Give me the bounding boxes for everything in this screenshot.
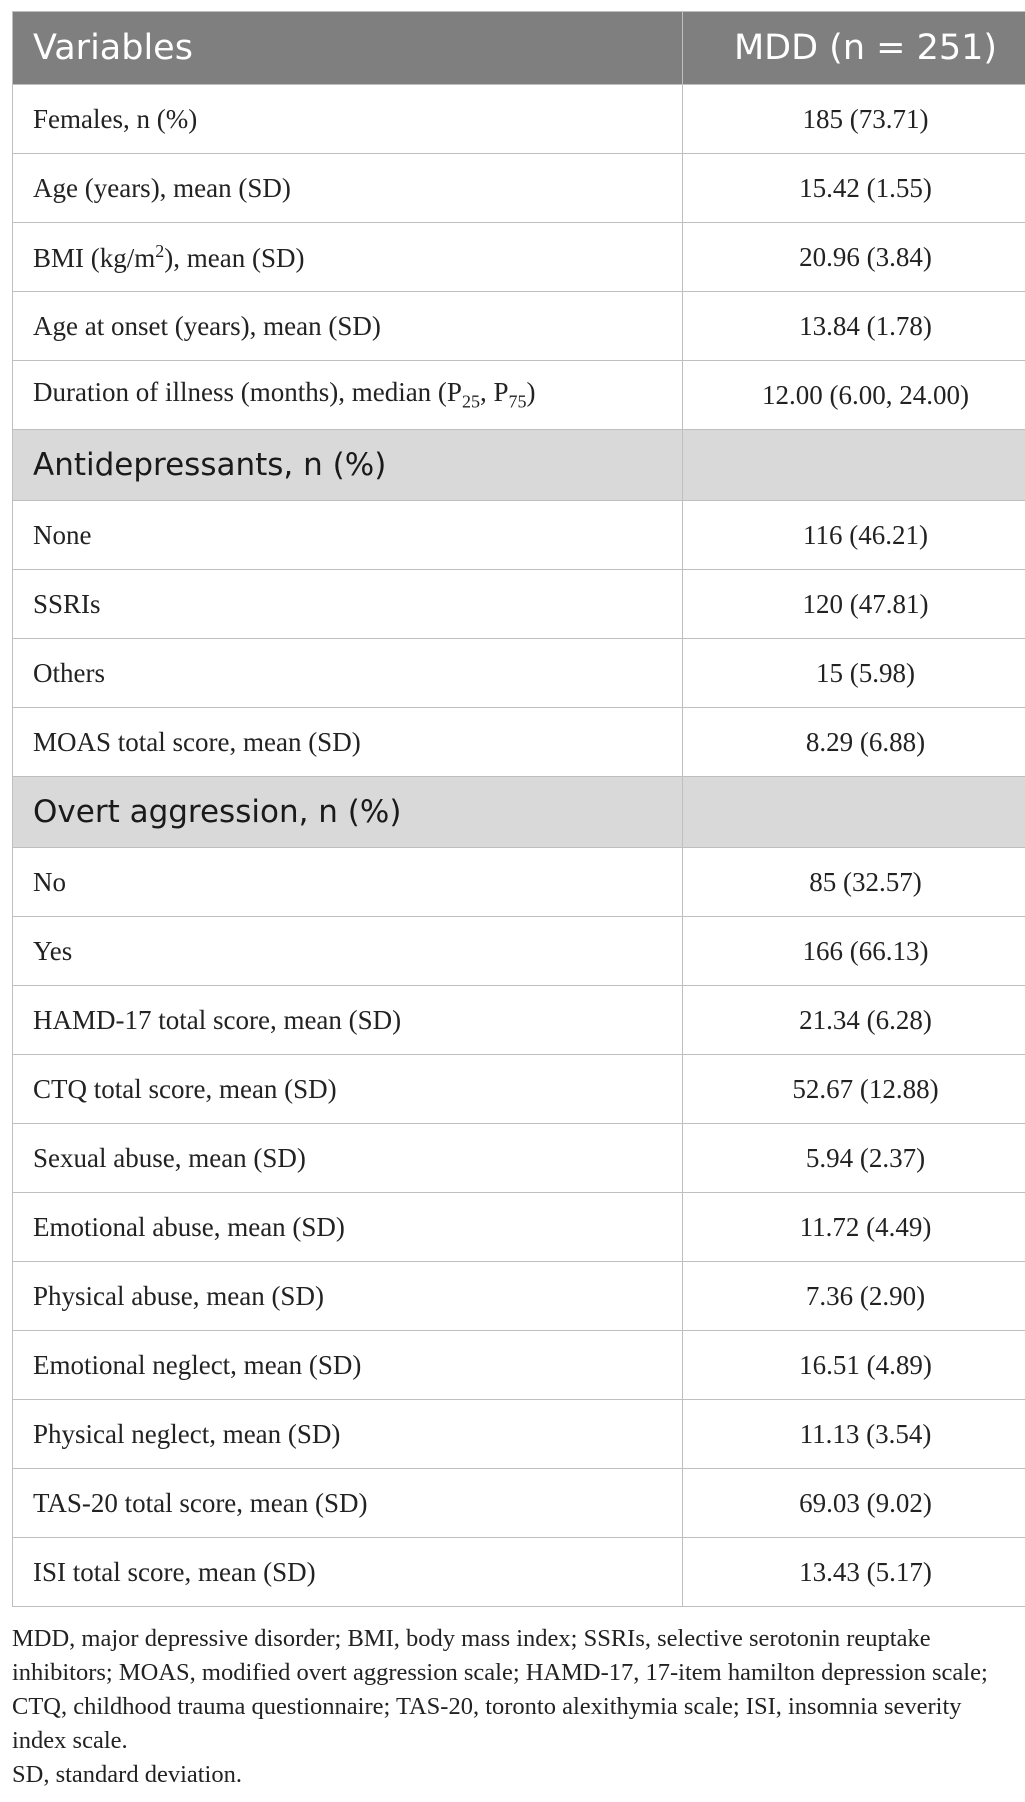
row-value: 85 (32.57) — [683, 848, 1025, 917]
table-row — [13, 986, 1025, 1055]
table-row — [13, 1055, 1025, 1124]
label-part: ) — [526, 377, 536, 408]
row-value: 21.34 (6.28) — [683, 986, 1025, 1055]
row-value: 20.96 (3.84) — [683, 223, 1025, 292]
row-value: 11.72 (4.49) — [683, 1193, 1025, 1262]
row-label: SSRIs — [13, 570, 683, 639]
row-label: Emotional neglect, mean (SD) — [13, 1331, 683, 1400]
table-footnotes — [12, 1622, 1016, 1792]
row-label — [13, 223, 683, 292]
row-value: 16.51 (4.89) — [683, 1331, 1025, 1400]
row-label: Physical abuse, mean (SD) — [13, 1262, 683, 1331]
table-row — [13, 570, 1025, 639]
table-row — [13, 223, 1025, 292]
label-part: BMI (kg/m — [33, 242, 156, 273]
label-part: Duration of illness (months), median (P — [33, 377, 462, 408]
table-row — [13, 85, 1025, 154]
row-label: Emotional abuse, mean (SD) — [13, 1193, 683, 1262]
row-label: TAS-20 total score, mean (SD) — [13, 1469, 683, 1538]
demographics-table — [12, 11, 1025, 1607]
row-value: 13.43 (5.17) — [683, 1538, 1025, 1607]
label-subscript: 75 — [508, 391, 527, 412]
row-label: Yes — [13, 917, 683, 986]
row-value: 185 (73.71) — [683, 85, 1025, 154]
table-header-row — [13, 12, 1025, 85]
row-value: 52.67 (12.88) — [683, 1055, 1025, 1124]
section-label: Antidepressants, n (%) — [13, 430, 683, 501]
footnote-sd: SD, standard deviation. — [12, 1761, 242, 1788]
row-label: ISI total score, mean (SD) — [13, 1538, 683, 1607]
section-empty-cell — [683, 430, 1025, 501]
table-row — [13, 1331, 1025, 1400]
row-value: 15.42 (1.55) — [683, 154, 1025, 223]
row-value: 12.00 (6.00, 24.00) — [683, 361, 1025, 430]
section-row — [13, 777, 1025, 848]
table-row — [13, 361, 1025, 430]
row-value: 120 (47.81) — [683, 570, 1025, 639]
row-label: None — [13, 501, 683, 570]
row-label: Others — [13, 639, 683, 708]
row-value: 116 (46.21) — [683, 501, 1025, 570]
table-row — [13, 1193, 1025, 1262]
table-row — [13, 1469, 1025, 1538]
row-label: No — [13, 848, 683, 917]
row-value: 15 (5.98) — [683, 639, 1025, 708]
row-label: Physical neglect, mean (SD) — [13, 1400, 683, 1469]
section-label: Overt aggression, n (%) — [13, 777, 683, 848]
row-value: 11.13 (3.54) — [683, 1400, 1025, 1469]
row-label: HAMD-17 total score, mean (SD) — [13, 986, 683, 1055]
row-label: Females, n (%) — [13, 85, 683, 154]
table-row — [13, 1124, 1025, 1193]
row-label: Age (years), mean (SD) — [13, 154, 683, 223]
table-row — [13, 639, 1025, 708]
row-value: 13.84 (1.78) — [683, 292, 1025, 361]
table-row — [13, 848, 1025, 917]
row-value: 5.94 (2.37) — [683, 1124, 1025, 1193]
header-variables: Variables — [13, 12, 683, 85]
row-value: 69.03 (9.02) — [683, 1469, 1025, 1538]
table-row — [13, 501, 1025, 570]
table-row — [13, 708, 1025, 777]
section-empty-cell — [683, 777, 1025, 848]
table-row — [13, 154, 1025, 223]
section-row — [13, 430, 1025, 501]
row-value: 166 (66.13) — [683, 917, 1025, 986]
label-subscript: 25 — [461, 391, 480, 412]
row-label: CTQ total score, mean (SD) — [13, 1055, 683, 1124]
label-superscript: 2 — [155, 240, 165, 261]
table-row — [13, 1400, 1025, 1469]
row-label: Age at onset (years), mean (SD) — [13, 292, 683, 361]
table-row — [13, 292, 1025, 361]
row-label: Sexual abuse, mean (SD) — [13, 1124, 683, 1193]
header-mdd: MDD (n = 251) — [683, 12, 1025, 85]
table-row — [13, 917, 1025, 986]
row-value: 7.36 (2.90) — [683, 1262, 1025, 1331]
footnote-abbreviations: MDD, major depressive disorder; BMI, body mass index; SSRIs, selective serotonin reuptake inhibitors; MOAS, modified overt aggression scale; HAMD-17, 17-item hamilton depression scale; CTQ, childhood trauma questionnaire; TAS-20, toronto alexithymia scale; ISI, insomnia severity index scale. — [12, 1625, 988, 1754]
label-part: ), mean (SD) — [164, 242, 305, 273]
table-container — [12, 11, 1025, 1607]
table-row — [13, 1262, 1025, 1331]
row-value: 8.29 (6.88) — [683, 708, 1025, 777]
row-label — [13, 361, 683, 430]
table-row — [13, 1538, 1025, 1607]
label-part: , P — [479, 377, 509, 408]
row-label: MOAS total score, mean (SD) — [13, 708, 683, 777]
